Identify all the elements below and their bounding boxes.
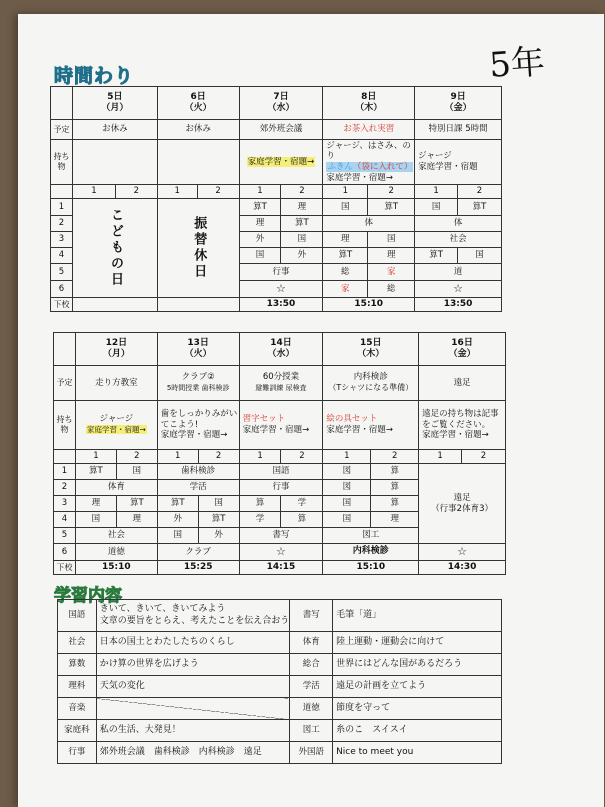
half-label: 1 — [239, 185, 281, 199]
plan-cell: 60分授業 避難訓練 尿検査 — [239, 366, 323, 401]
items-cell: ジャージ、はさみ、のり ふきん（袋に入れて） 家庭学習・宿題→ — [323, 140, 415, 185]
plan-cell: お茶入れ実習 — [323, 120, 415, 140]
half-label: 1 — [72, 185, 115, 199]
period-label: 5 — [51, 264, 73, 281]
period-label: 2 — [51, 216, 73, 232]
page-title: 時間わり — [54, 65, 135, 87]
day-header: 15日 （木） — [323, 333, 419, 366]
holiday-cell: こどもの日 — [72, 199, 157, 298]
holiday-cell: 振替休日 — [157, 199, 239, 298]
empty-slash-cell — [96, 698, 290, 720]
plan-cell: 走り方教室 — [75, 366, 157, 401]
row-label: 持ち物 — [54, 401, 76, 450]
period-label: 6 — [51, 281, 73, 298]
items-cell: ジャージ 家庭学習・宿題 — [415, 140, 502, 185]
items-cell: ジャージ 家庭学習・宿題→ — [75, 401, 157, 450]
items-cell: 絵の具セット 家庭学習・宿題→ — [323, 401, 419, 450]
row-label: 下校 — [51, 298, 73, 312]
half-label: 1 — [415, 185, 458, 199]
period-label: 4 — [51, 248, 73, 264]
row-label: 予定 — [54, 366, 76, 401]
row-label: 予定 — [51, 120, 73, 140]
half-label: 2 — [458, 185, 502, 199]
day-header: 9日 （金） — [415, 87, 502, 120]
day-header: 14日 （水） — [239, 333, 323, 366]
half-label: 1 — [323, 185, 368, 199]
plan-cell: 郊外班会議 — [239, 120, 323, 140]
half-label: 2 — [197, 185, 239, 199]
day-header: 12日 （月） — [75, 333, 157, 366]
plan-cell: お休み — [72, 120, 157, 140]
plan-cell: 内科検診 （Tシャツになる準備） — [323, 366, 419, 401]
grade-label: 5年 — [487, 42, 547, 86]
items-cell: 遠足の持ち物は記事 をご覧ください。 家庭学習・宿題→ — [419, 401, 506, 450]
row-label: 持ち物 — [51, 140, 73, 185]
day-header: 7日 （水） — [239, 87, 323, 120]
week1-table: 5日 （月） 6日 （火） 7日 （水） 8日 （木） 9日 （金） 予定 お休み お休み 郊外班会議 お茶入れ実習 特別日課 5時間 持ち物 家庭学習・宿題→ ジャージ、はさみ、のり ふきん（袋に入れて） 家庭学習・宿題→ ジャージ 家庭学習・宿題 1 2 1 2 1 2 1 2 1 2 1 こどもの日 振替休日 算T 理 国 算T 国 算T 2 理 算T 体 体 3 外 国 理 国 社会 4 国 外 算T 理 算T 国 5 行事 総 家 道 6 ☆ 家 総 ☆ 下校 13:50 15:10 13:50 — [50, 86, 502, 312]
half-label: 2 — [115, 185, 157, 199]
day-header: 13日 （火） — [157, 333, 239, 366]
plan-cell: お休み — [157, 120, 239, 140]
plan-cell: 特別日課 5時間 — [415, 120, 502, 140]
items-cell: 家庭学習・宿題→ — [239, 140, 323, 185]
study-content-table: 国語 きいて、きいて、きいてみよう 文章の要旨をとらえ、考えたことを伝え合おう 書写 毛筆「道」 社会 日本の国土とわたしたちのくらし 体育 陸上運動・運動会に向けて 算数 かけ算の世界を広げよう 総合 世界にはどんな国があるだろう 理科 天気の変化 学活 遠足の計画を立てよう 音楽 道徳 節度を守って 家庭科 私の生活、大発見！ 図工 糸のこ スイスイ 行事 郊外班会議 歯科検診 内科検診 遠足 外国語 Nice to meet you — [57, 599, 502, 764]
excursion-cell: 遠足 （行事2体育3） — [419, 464, 506, 544]
plan-cell: クラブ② 5時間授業 歯科検診 — [157, 366, 239, 401]
period-label: 3 — [51, 232, 73, 248]
day-header: 16日 （金） — [419, 333, 506, 366]
half-label: 1 — [157, 185, 197, 199]
day-header: 8日 （木） — [323, 87, 415, 120]
period-label: 1 — [51, 199, 73, 216]
plan-cell: 遠足 — [419, 366, 506, 401]
half-label: 2 — [368, 185, 415, 199]
half-label: 2 — [281, 185, 323, 199]
items-cell: 習字セット 家庭学習・宿題→ — [239, 401, 323, 450]
items-cell: 歯をしっかりみがい てこよう! 家庭学習・宿題→ — [157, 401, 239, 450]
day-header: 5日 （月） — [72, 87, 157, 120]
section-title: 学習内容 — [54, 586, 122, 606]
week2-table: 12日 （月） 13日 （火） 14日 （水） 15日 （木） 16日 （金） 予定 走り方教室 クラブ② 5時間授業 歯科検診 60分授業 避難訓練 尿検査 内科検診 （Tシャツになる準備） 遠足 持ち物 ジャージ 家庭学習・宿題→ 歯をしっかりみがい てこよう! 家庭学習・宿題→ 習字セット 家庭学習・宿題→ 絵の具セット 家庭学習・宿題→ 遠足の持ち物は記事 をご覧ください。 家庭学習・宿題→ 1 2 1 2 1 2 1 2 1 2 1 算T 国 歯科検診 国語 図 算 遠足 （行事2体育3） 2 体育 学活 行事 図 算 3 理 算T 算T 国 算 学 国 算 4 国 理 外 算T 学 算 国 理 5 社会 国 外 書写 図工 6 道徳 クラブ ☆ 内科検診 ☆ 下校 15:10 15:25 14:15 15:10 14:30 — [53, 332, 506, 575]
day-header: 6日 （火） — [157, 87, 239, 120]
